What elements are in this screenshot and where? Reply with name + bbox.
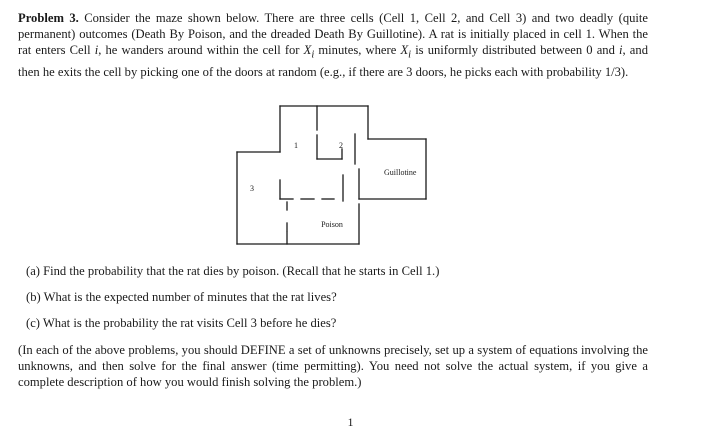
question-a: (a) Find the probability that the rat dies by poison. (Recall that he starts in Cell 1.) (26, 264, 440, 278)
instructions-note: (In each of the above problems, you should DEFINE a set of unknowns precisely, set up a system of equations involving the unknowns, and then solve for the final answer (time permitting). You need not solve the actual system, if you give a complete description of how you would finish solving the problem.) (18, 343, 648, 389)
problem-label: Problem 3. (18, 11, 79, 25)
poison-label: Poison (321, 220, 343, 229)
math-subscript-i: i (311, 49, 315, 61)
math-x: X (400, 43, 409, 57)
guillotine-label: Guillotine (384, 168, 417, 177)
cell-2-label: 2 (339, 141, 343, 150)
statement-part-2: , he wanders around within the cell for (98, 43, 304, 57)
math-x: X (303, 43, 312, 57)
question-c: (c) What is the probability the rat visits Cell 3 before he dies? (26, 316, 337, 330)
question-b: (b) What is the expected number of minutes that the rat lives? (26, 290, 337, 304)
math-i: i (94, 43, 99, 57)
math-i: i (619, 43, 623, 57)
statement-part-1: Consider the maze shown below. There are three cells (Cell 1, Cell 2, and Cell 3) and two deadly (quite permanent) outcomes (Death By Poison, and the dreaded Death By Guillotine). A rat is initially placed in cell 1. When the rat enters Cell (18, 11, 648, 57)
statement-part-3: minutes, where (314, 43, 401, 57)
cell-3-label: 3 (250, 184, 254, 193)
math-subscript-i: i (408, 49, 412, 61)
statement-part-5: , and then he exits the cell by picking one of the doors at random (e.g., if there are 3 doors, he picks each with probability 1/3). (18, 43, 648, 79)
maze-diagram (230, 104, 466, 248)
page-number: 1 (347, 415, 354, 429)
statement-part-4: is uniformly distributed between 0 and (411, 43, 620, 57)
cell-1-label: 1 (294, 141, 298, 150)
problem-statement (18, 10, 648, 80)
